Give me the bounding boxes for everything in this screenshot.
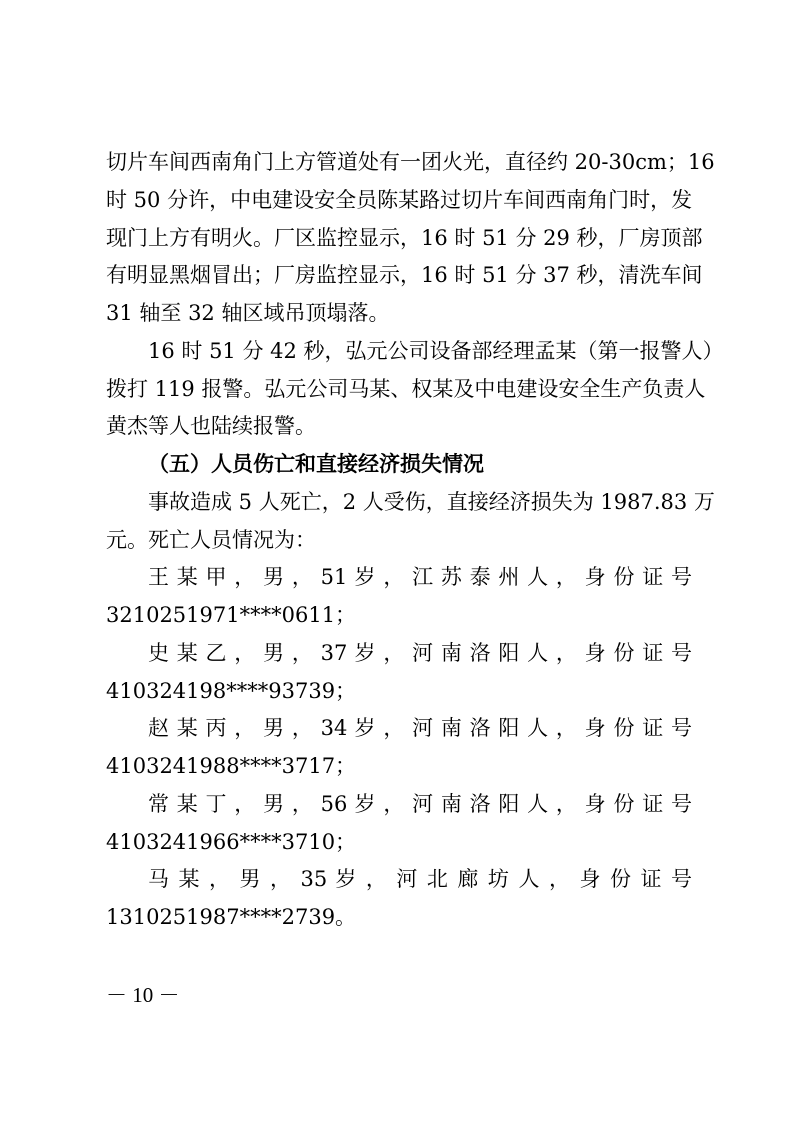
paragraph-line: 有明显黑烟冒出；厂房监控显示，16 时 51 分 37 秒，清洗车间 <box>106 263 703 287</box>
paragraph-line: 黄杰等人也陆续报警。 <box>106 414 316 438</box>
paragraph-line: 31 轴至 32 轴区域吊顶塌落。 <box>106 301 390 325</box>
victim-line: 赵 某 丙 ， 男 ， 34 岁 ， 河 南 洛 阳 人 ， 身 份 证 号 <box>148 716 692 740</box>
victim-id: 1310251987****2739。 <box>106 905 357 929</box>
victim-id: 4103241966****3710； <box>106 830 357 854</box>
victim-line: 史 某 乙 ， 男 ， 37 岁 ， 河 南 洛 阳 人 ， 身 份 证 号 <box>148 641 692 665</box>
paragraph-line: 现门上方有明火。厂区监控显示，16 时 51 分 29 秒，厂房顶部 <box>106 226 703 250</box>
victim-line: 常 某 丁 ， 男 ， 56 岁 ， 河 南 洛 阳 人 ， 身 份 证 号 <box>148 792 692 816</box>
section-heading: （五）人员伤亡和直接经济损失情况 <box>148 451 484 476</box>
paragraph-line: 16 时 51 分 42 秒，弘元公司设备部经理孟某（第一报警人） <box>148 339 724 363</box>
victim-id: 4103241988****3717； <box>106 754 357 778</box>
page-number: － 10 － <box>106 983 180 1007</box>
paragraph-line: 元。死亡人员情况为： <box>106 528 316 552</box>
victim-line: 王 某 甲 ， 男 ， 51 岁 ， 江 苏 泰 州 人 ， 身 份 证 号 <box>148 565 692 589</box>
paragraph-line: 事故造成 5 人死亡，2 人受伤，直接经济损失为 1987.83 万 <box>148 490 715 514</box>
victim-id: 410324198****93739； <box>106 679 357 703</box>
victim-id: 3210251971****0611； <box>106 603 357 627</box>
paragraph-line: 切片车间西南角门上方管道处有一团火光，直径约 20-30cm；16 <box>106 150 715 174</box>
paragraph-line: 时 50 分许，中电建设安全员陈某路过切片车间西南角门时，发 <box>106 188 693 212</box>
victim-line: 马 某 ， 男 ， 35 岁 ， 河 北 廊 坊 人 ， 身 份 证 号 <box>148 867 692 891</box>
paragraph-line: 拨打 119 报警。弘元公司马某、权某及中电建设安全生产负责人 <box>106 377 706 401</box>
